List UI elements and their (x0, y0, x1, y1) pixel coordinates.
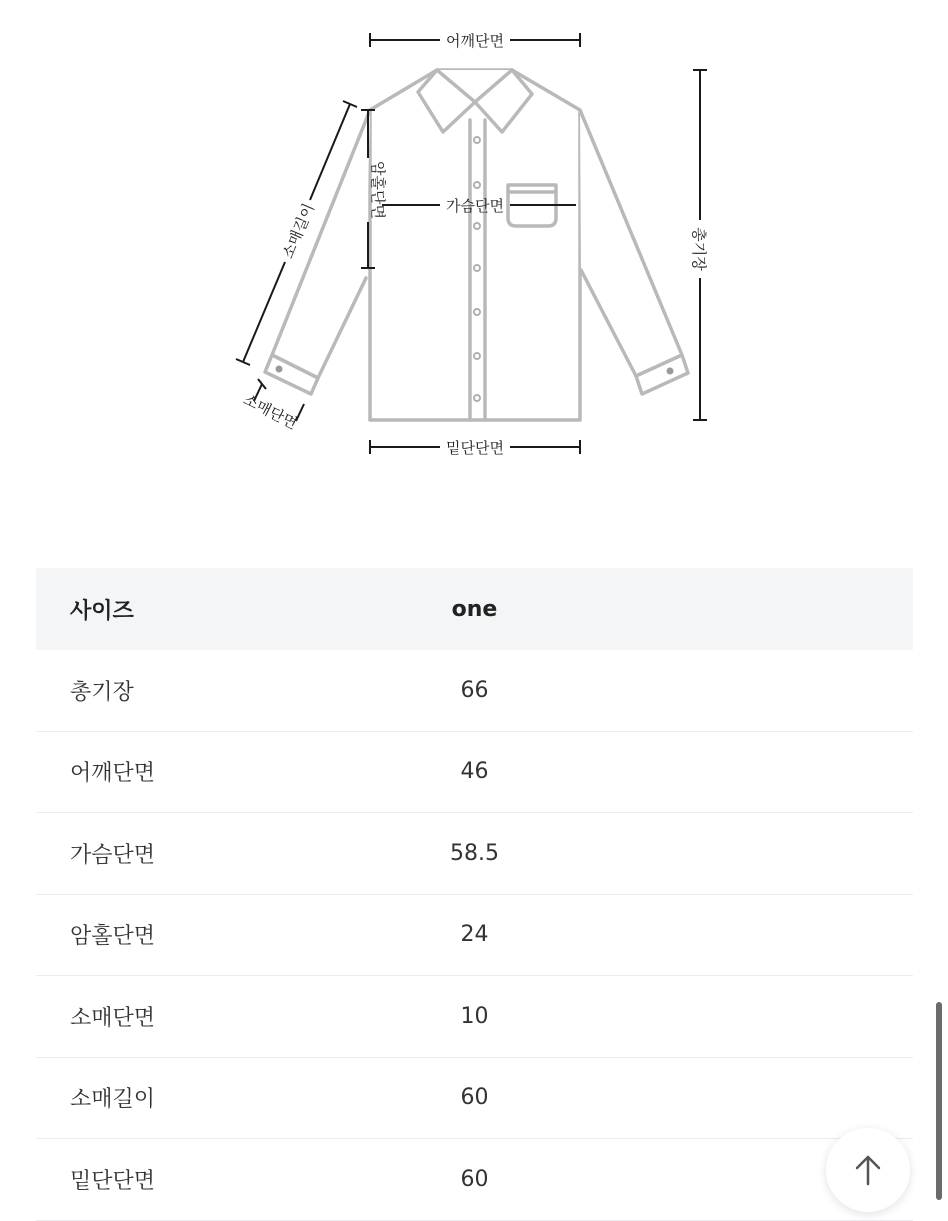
scrollbar-thumb[interactable] (936, 1002, 942, 1200)
row-value: 24 (460, 922, 489, 948)
row-label: 총기장 (70, 679, 134, 705)
row-value: 10 (460, 1003, 489, 1029)
row-value: 58.5 (450, 840, 499, 866)
table-row (36, 813, 913, 895)
chest-label: 가슴단면 (446, 197, 504, 215)
table-row (36, 1139, 913, 1221)
shirt-measurement-diagram (0, 0, 948, 520)
total-length-label: 총기장 (690, 227, 708, 271)
size-table-header (36, 568, 913, 650)
hem-label: 밑단단면 (446, 439, 504, 457)
header-value: one (451, 596, 498, 622)
row-value: 46 (460, 759, 489, 785)
size-table (36, 568, 913, 1221)
shirt-outline (265, 70, 688, 420)
sleeve-length-label: 소매길이 (278, 200, 319, 262)
shoulder-label: 어깨단면 (446, 32, 504, 50)
row-label: 소매길이 (70, 1087, 156, 1113)
shirt-diagram-svg (0, 0, 948, 520)
scroll-to-top-button[interactable] (826, 1128, 910, 1212)
row-label: 가슴단면 (70, 842, 156, 868)
row-label: 어깨단면 (70, 761, 156, 787)
table-row (36, 732, 913, 814)
table-row (36, 895, 913, 977)
sleeve-width-label: 소매단면 (240, 390, 301, 433)
row-value: 66 (460, 677, 489, 703)
row-label: 밑단단면 (70, 1168, 156, 1194)
armhole-label: 암홀단면 (369, 161, 387, 219)
table-row (36, 1058, 913, 1140)
header-label: 사이즈 (70, 598, 134, 624)
row-label: 암홀단면 (70, 924, 156, 950)
arrow-up-icon (853, 1153, 883, 1187)
table-row (36, 650, 913, 732)
table-row (36, 976, 913, 1058)
row-value: 60 (460, 1085, 489, 1111)
row-value: 60 (460, 1166, 489, 1192)
row-label: 소매단면 (70, 1005, 156, 1031)
